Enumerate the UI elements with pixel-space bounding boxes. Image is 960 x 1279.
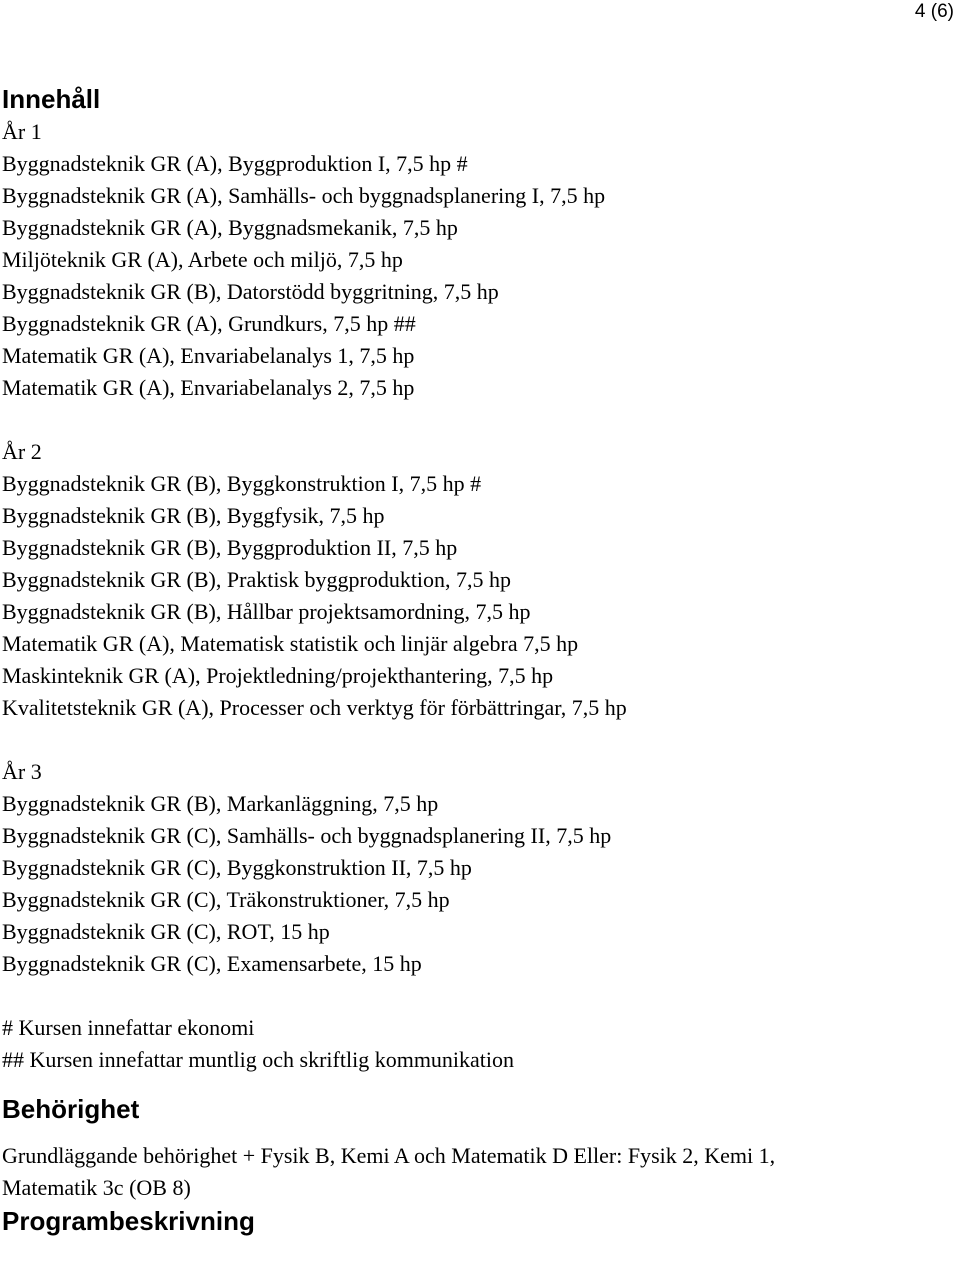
year-block-1: [2, 116, 952, 404]
footnotes: [2, 1012, 952, 1076]
footnote: ## Kursen innefattar muntlig och skriftlig kommunikation: [2, 1047, 515, 1072]
behorighet-text: Grundläggande behörighet + Fysik B, Kemi A och Matematik D Eller: Fysik 2, Kemi 1, Matematik 3c (OB 8): [2, 1143, 776, 1200]
course-item: Byggnadsteknik GR (B), Datorstödd byggritning, 7,5 hp: [2, 279, 499, 304]
course-list: [2, 788, 952, 980]
course-item: Byggnadsteknik GR (A), Samhälls- och byggnadsplanering I, 7,5 hp: [2, 183, 606, 208]
course-item: Byggnadsteknik GR (C), ROT, 15 hp: [2, 919, 330, 944]
course-list: [2, 468, 952, 724]
course-item: Matematik GR (A), Matematisk statistik och linjär algebra 7,5 hp: [2, 631, 579, 656]
year-block-3: [2, 756, 952, 980]
course-item: Byggnadsteknik GR (C), Examensarbete, 15 hp: [2, 951, 422, 976]
course-item: Byggnadsteknik GR (A), Byggnadsmekanik, 7,5 hp: [2, 215, 458, 240]
course-item: Miljöteknik GR (A), Arbete och miljö, 7,5 hp: [2, 247, 403, 272]
course-item: Byggnadsteknik GR (B), Praktisk byggproduktion, 7,5 hp: [2, 567, 512, 592]
course-item: Byggnadsteknik GR (A), Byggproduktion I, 7,5 hp #: [2, 151, 468, 176]
course-item: Matematik GR (A), Envariabelanalys 1, 7,5 hp: [2, 343, 415, 368]
heading-innehall: Innehåll: [2, 84, 101, 114]
course-item: Byggnadsteknik GR (C), Träkonstruktioner, 7,5 hp: [2, 887, 450, 912]
course-item: Byggnadsteknik GR (C), Samhälls- och byggnadsplanering II, 7,5 hp: [2, 823, 612, 848]
course-item: Matematik GR (A), Envariabelanalys 2, 7,5 hp: [2, 375, 415, 400]
heading-programbeskrivning: Programbeskrivning: [2, 1206, 255, 1236]
course-item: Byggnadsteknik GR (B), Byggfysik, 7,5 hp: [2, 503, 385, 528]
course-item: Byggnadsteknik GR (A), Grundkurs, 7,5 hp ##: [2, 311, 416, 336]
course-item: Byggnadsteknik GR (B), Hållbar projektsamordning, 7,5 hp: [2, 599, 531, 624]
course-item: Kvalitetsteknik GR (A), Processer och verktyg för förbättringar, 7,5 hp: [2, 695, 627, 720]
year-heading: År 2: [2, 439, 42, 464]
document-content: [2, 82, 952, 1238]
year-heading: År 1: [2, 119, 42, 144]
course-item: Byggnadsteknik GR (B), Byggkonstruktion I, 7,5 hp #: [2, 471, 482, 496]
course-item: Byggnadsteknik GR (B), Markanläggning, 7,5 hp: [2, 791, 439, 816]
footnote: # Kursen innefattar ekonomi: [2, 1015, 255, 1040]
year-heading: År 3: [2, 759, 42, 784]
course-list: [2, 148, 952, 404]
course-item: Byggnadsteknik GR (B), Byggproduktion II, 7,5 hp: [2, 535, 458, 560]
heading-behorighet: Behörighet: [2, 1094, 140, 1124]
page-number: 4 (6): [914, 1, 954, 22]
year-block-2: [2, 436, 952, 724]
course-item: Byggnadsteknik GR (C), Byggkonstruktion II, 7,5 hp: [2, 855, 472, 880]
course-item: Maskinteknik GR (A), Projektledning/projekthantering, 7,5 hp: [2, 663, 554, 688]
